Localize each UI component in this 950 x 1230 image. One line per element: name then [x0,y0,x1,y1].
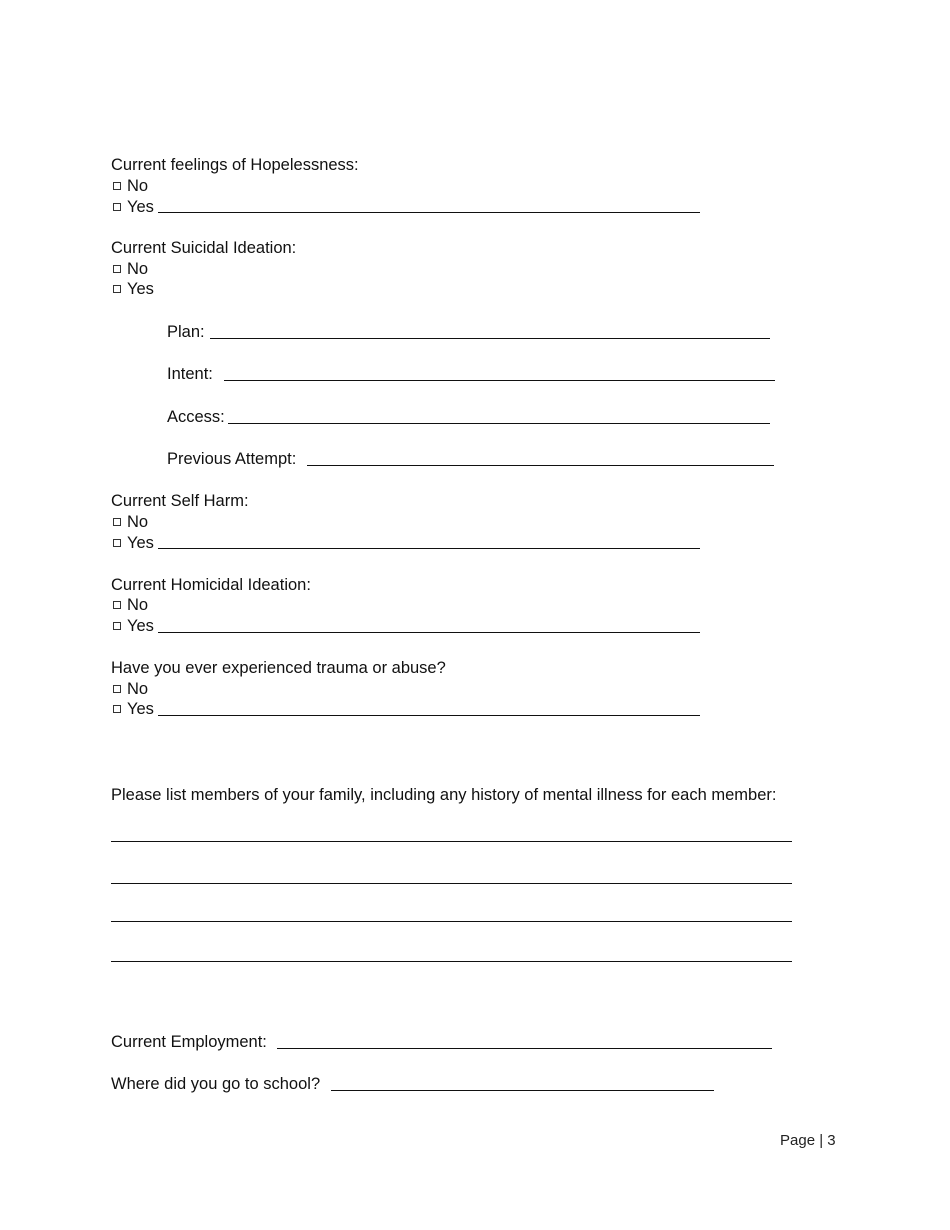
self-harm-question: Current Self Harm: [111,492,249,510]
checkbox-icon[interactable] [113,285,121,293]
self-harm-yes-line[interactable] [158,548,700,549]
hopelessness-question: Current feelings of Hopelessness: [111,156,359,174]
access-label: Access: [167,408,225,426]
family-line[interactable] [111,883,792,884]
previous-attempt-line[interactable] [307,465,774,466]
family-line[interactable] [111,841,792,842]
self-harm-yes-option[interactable]: Yes [113,533,154,553]
checkbox-icon[interactable] [113,203,121,211]
plan-line[interactable] [210,338,770,339]
hopelessness-no-option[interactable]: No [113,176,148,196]
school-label: Where did you go to school? [111,1075,321,1093]
checkbox-icon[interactable] [113,539,121,547]
trauma-yes-line[interactable] [158,715,700,716]
checkbox-icon[interactable] [113,705,121,713]
page-footer: Page | 3 [780,1132,836,1149]
family-line[interactable] [111,961,792,962]
checkbox-icon[interactable] [113,685,121,693]
suicidal-yes-option[interactable]: Yes [113,279,154,299]
school-line[interactable] [331,1090,714,1091]
homicidal-no-option[interactable]: No [113,595,148,615]
checkbox-icon[interactable] [113,265,121,273]
homicidal-question: Current Homicidal Ideation: [111,576,311,594]
homicidal-yes-line[interactable] [158,632,700,633]
employment-label: Current Employment: [111,1033,267,1051]
suicidal-question: Current Suicidal Ideation: [111,239,297,257]
page-number: 3 [827,1132,836,1149]
homicidal-yes-option[interactable]: Yes [113,616,154,636]
employment-line[interactable] [277,1048,772,1049]
checkbox-icon[interactable] [113,622,121,630]
intent-label: Intent: [167,365,213,383]
previous-attempt-label: Previous Attempt: [167,450,297,468]
intent-line[interactable] [224,380,775,381]
access-line[interactable] [228,423,770,424]
checkbox-icon[interactable] [113,518,121,526]
trauma-yes-option[interactable]: Yes [113,699,154,719]
trauma-no-option[interactable]: No [113,679,148,699]
checkbox-icon[interactable] [113,182,121,190]
page-label: Page [780,1132,816,1149]
hopelessness-yes-option[interactable]: Yes [113,197,154,217]
checkbox-icon[interactable] [113,601,121,609]
family-line[interactable] [111,921,792,922]
trauma-question: Have you ever experienced trauma or abuse? [111,659,446,677]
family-question: Please list members of your family, including any history of mental illness for each member: [111,786,777,804]
suicidal-no-option[interactable]: No [113,259,148,279]
hopelessness-yes-line[interactable] [158,212,700,213]
self-harm-no-option[interactable]: No [113,512,148,532]
plan-label: Plan: [167,323,205,341]
